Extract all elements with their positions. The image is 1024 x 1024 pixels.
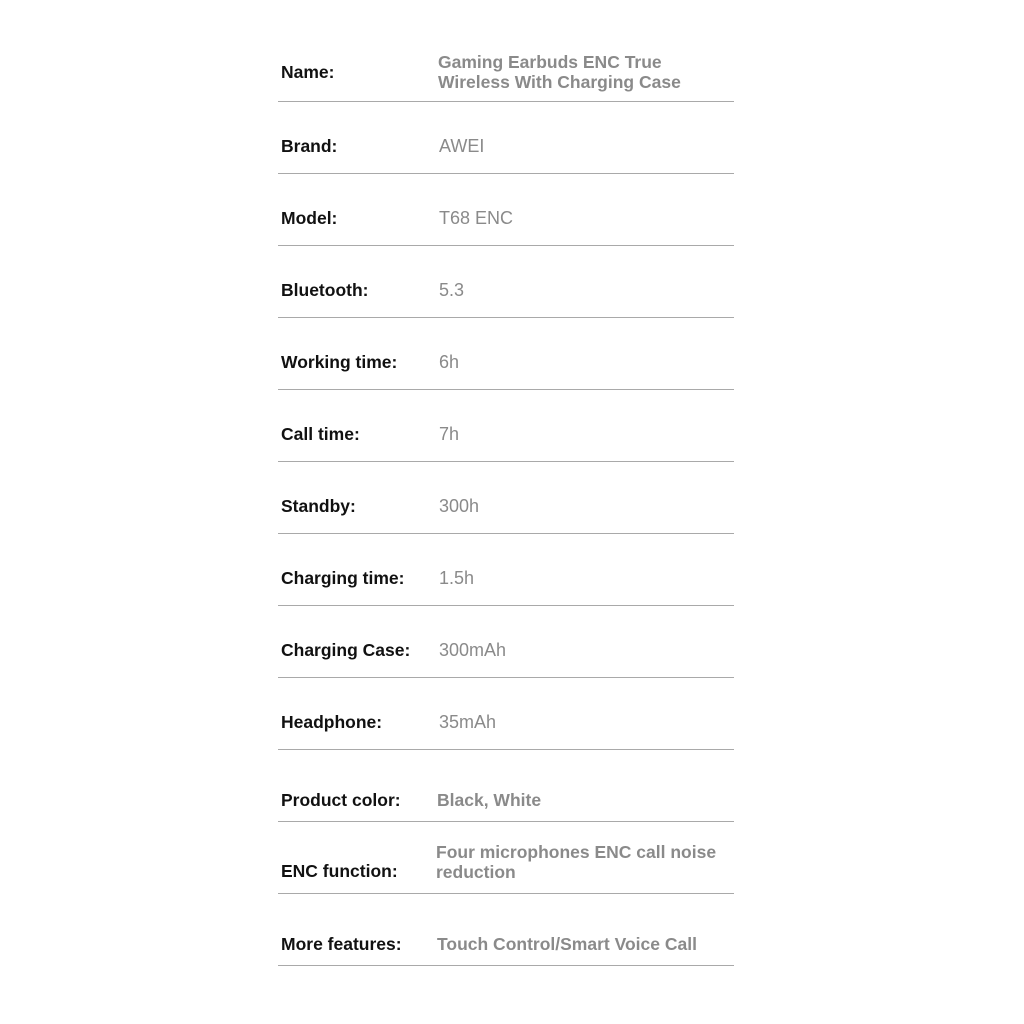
spec-value: Touch Control/Smart Voice Call xyxy=(437,934,697,954)
spec-label: Charging time: xyxy=(281,568,405,588)
spec-label: More features: xyxy=(281,934,402,954)
spec-label: Headphone: xyxy=(281,712,383,732)
spec-label: Call time: xyxy=(281,424,360,444)
spec-label: Standby: xyxy=(281,496,356,516)
spec-label: Product color: xyxy=(281,790,401,810)
spec-row-enc-function xyxy=(278,836,734,894)
spec-row-call-time xyxy=(278,404,734,462)
spec-value: 300h xyxy=(439,496,480,516)
spec-value: 7h xyxy=(439,424,460,444)
spec-value: 300mAh xyxy=(439,640,507,660)
spec-row-brand xyxy=(278,116,734,174)
spec-value: Four microphones ENC call noise reduction xyxy=(436,842,717,882)
spec-row-more-features xyxy=(278,908,734,966)
spec-row-standby xyxy=(278,476,734,534)
spec-table xyxy=(278,45,734,980)
spec-label: Charging Case: xyxy=(281,640,411,660)
spec-label: Model: xyxy=(281,208,338,228)
spec-row-charging-time xyxy=(278,548,734,606)
spec-value: 6h xyxy=(439,352,460,372)
spec-label: Working time: xyxy=(281,352,398,372)
spec-value: Black, White xyxy=(437,790,542,810)
spec-value: 5.3 xyxy=(439,280,465,300)
spec-row-name xyxy=(278,45,734,102)
spec-value: AWEI xyxy=(439,136,485,156)
spec-row-headphone xyxy=(278,692,734,750)
spec-value: 1.5h xyxy=(439,568,475,588)
spec-value: T68 ENC xyxy=(439,208,514,228)
spec-label: Name: xyxy=(281,62,335,82)
spec-label: Brand: xyxy=(281,136,338,156)
spec-row-product-color xyxy=(278,764,734,822)
spec-value: Gaming Earbuds ENC True Wireless With Charging Case xyxy=(438,52,681,92)
spec-label: Bluetooth: xyxy=(281,280,369,300)
spec-row-model xyxy=(278,188,734,246)
spec-value: 35mAh xyxy=(439,712,497,732)
spec-row-charging-case xyxy=(278,620,734,678)
spec-row-working-time xyxy=(278,332,734,390)
spec-label: ENC function: xyxy=(281,861,398,881)
spec-row-bluetooth xyxy=(278,260,734,318)
